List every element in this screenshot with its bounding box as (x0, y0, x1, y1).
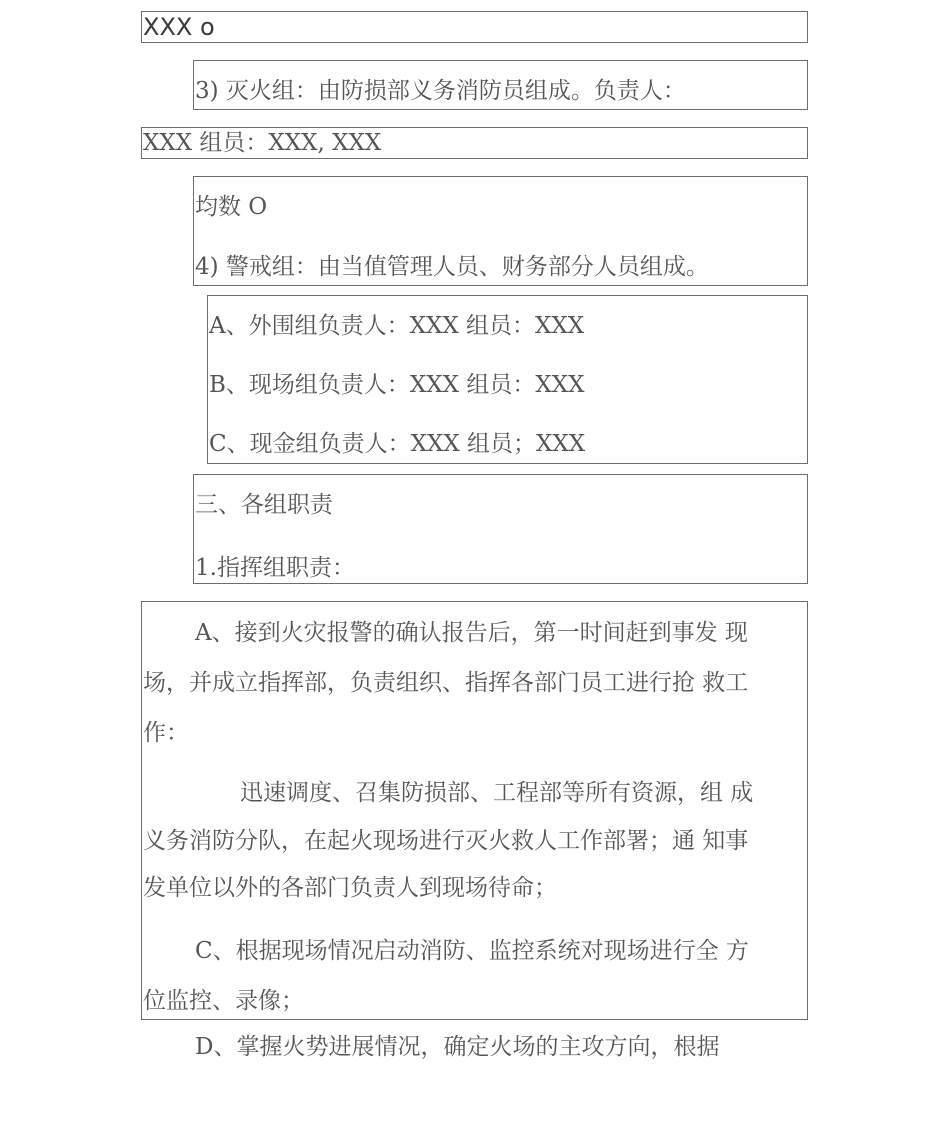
para-b-line-3: 发单位以外的各部门负责人到现场待命； (143, 875, 557, 901)
subgroup-b: B、现场组负责人：XXX 组员：XXX (209, 372, 585, 398)
para-a-line-1: A、接到火灾报警的确认报告后，第一时间赶到事发 现 (195, 620, 748, 646)
group3-heading: 3) 灭火组：由防损部义务消防员组成。负责人： (195, 78, 686, 104)
line-xxx-o: XXX o (143, 13, 215, 41)
para-b-line-1: 迅速调度、召集防损部、工程部等所有资源，组 成 (240, 780, 754, 806)
group3-members: XXX 组员：XXX, XXX (143, 130, 382, 156)
para-c-line-1: C、根据现场情况启动消防、监控系统对现场进行全 方 (195, 938, 749, 964)
para-a-line-2: 场，并成立指挥部，负责组织、指挥各部门员工进行抢 救工 (143, 670, 749, 696)
subgroup-a: A、外围组负责人：XXX 组员：XXX (209, 313, 585, 339)
text-box-1 (141, 11, 808, 43)
command-group-title: 1.指挥组职责： (195, 555, 355, 581)
subgroup-c: C、现金组负责人：XXX 组员；XXX (209, 431, 586, 457)
group4-heading: 4) 警戒组：由当值管理人员、财务部分人员组成。 (195, 254, 709, 280)
section-heading: 三、各组职责 (195, 492, 333, 518)
para-d-line: D、掌握火势进展情况，确定火场的主攻方向，根据 (195, 1034, 720, 1060)
para-a-line-3: 作： (143, 720, 189, 746)
para-c-line-2: 位监控、录像； (143, 988, 304, 1014)
avg-line: 均数 O (195, 194, 268, 220)
para-b-line-2: 义务消防分队，在起火现场进行灭火救人工作部署；通 知事 (143, 828, 749, 854)
